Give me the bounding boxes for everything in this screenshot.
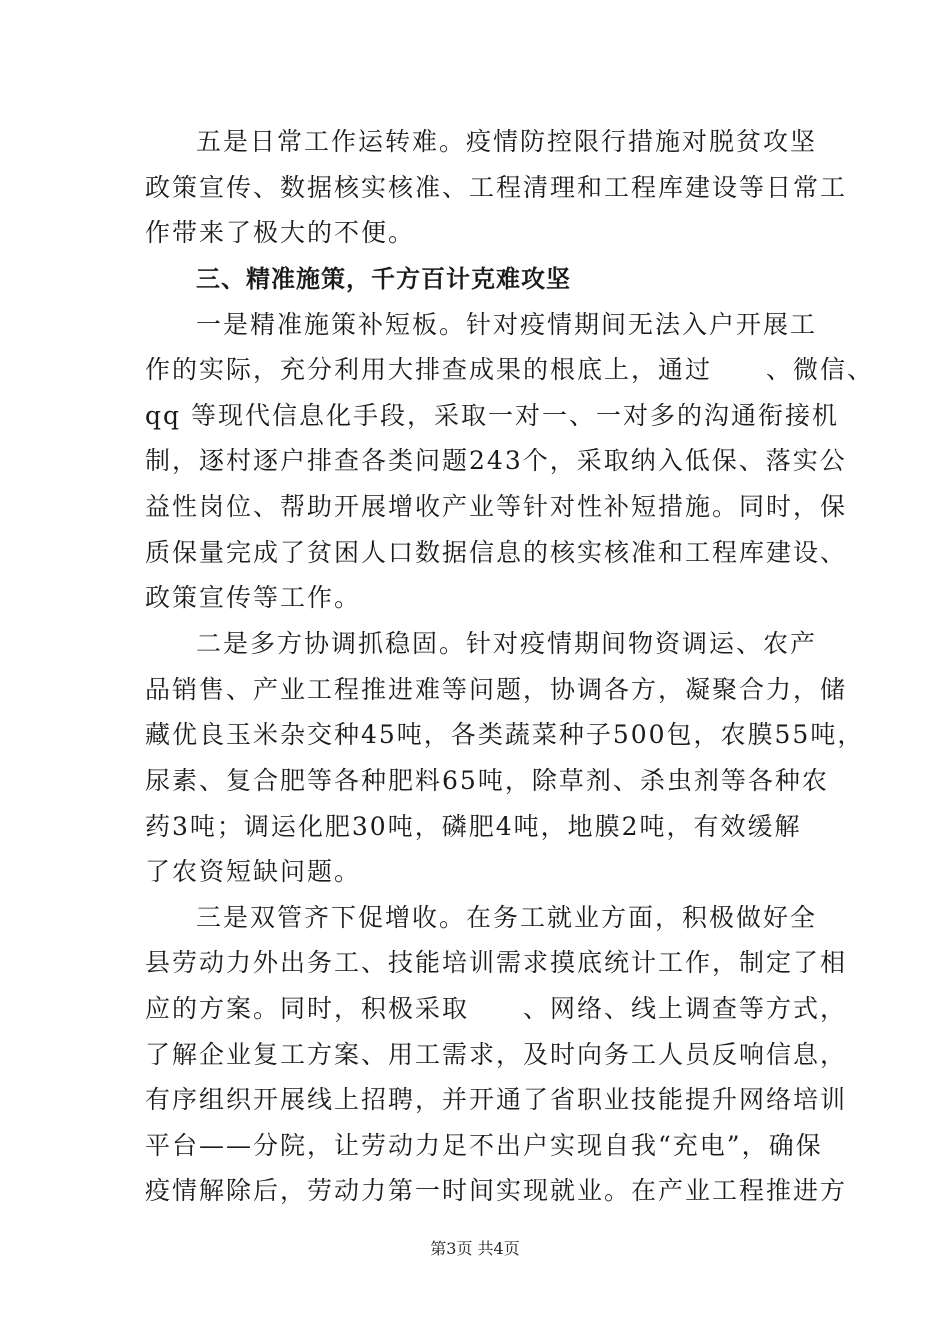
paragraph-line: 药3吨；调运化肥30吨，磷肥4吨，地膜2吨，有效缓解 (145, 812, 802, 841)
paragraph-line: 制，逐村逐户排查各类问题243个，采取纳入低保、落实公 (145, 446, 847, 475)
paragraph-line: 二是多方协调抓稳固。针对疫情期间物资调运、农产 (196, 629, 818, 658)
paragraph-line: 政策宣传、数据核实核准、工程清理和工程库建设等日常工 (145, 173, 848, 202)
paragraph-line: 一是精准施策补短板。针对疫情期间无法入户开展工 (196, 310, 818, 339)
paragraph-line: 作带来了极大的不便。 (145, 218, 416, 247)
paragraph-line: 三是双管齐下促增收。在务工就业方面，积极做好全 (196, 903, 818, 932)
paragraph-line: 平台——分院，让劳动力足不出户实现自我“充电”，确保 (145, 1131, 823, 1160)
paragraph-line: 应的方案。同时，积极采取 、网络、线上调查等方式， (145, 994, 848, 1023)
page-number-footer: 第3页 共4页 (430, 1239, 520, 1258)
paragraph-line: qq 等现代信息化手段，采取一对一、一对多的沟通衔接机 (145, 401, 839, 430)
paragraph-line: 尿素、复合肥等各种肥料65吨，除草剂、杀虫剂等各种农 (145, 766, 829, 795)
paragraph-line: 五是日常工作运转难。疫情防控限行措施对脱贫攻坚 (196, 127, 818, 156)
section-heading: 三、精准施策，千方百计克难攻坚 (196, 265, 571, 293)
paragraph-line: 作的实际，充分利用大排查成果的根底上，通过 、微信、 (145, 355, 875, 384)
paragraph-line: 质保量完成了贫困人口数据信息的核实核准和工程库建设、 (145, 538, 848, 567)
paragraph-line: 疫情解除后，劳动力第一时间实现就业。在产业工程推进方 (145, 1176, 848, 1205)
paragraph-line: 品销售、产业工程推进难等问题，协调各方，凝聚合力，储 (145, 675, 848, 704)
paragraph-line: 藏优良玉米杂交种45吨，各类蔬菜种子500包，农膜55吨， (145, 720, 865, 749)
paragraph-line: 益性岗位、帮助开展增收产业等针对性补短措施。同时，保 (145, 492, 848, 521)
paragraph-line: 县劳动力外出务工、技能培训需求摸底统计工作，制定了相 (145, 948, 848, 977)
paragraph-line: 了农资短缺问题。 (145, 857, 362, 886)
paragraph-line: 有序组织开展线上招聘，并开通了省职业技能提升网络培训 (145, 1085, 848, 1114)
paragraph-line: 了解企业复工方案、用工需求，及时向务工人员反响信息， (145, 1040, 848, 1069)
paragraph-line: 政策宣传等工作。 (145, 583, 362, 612)
